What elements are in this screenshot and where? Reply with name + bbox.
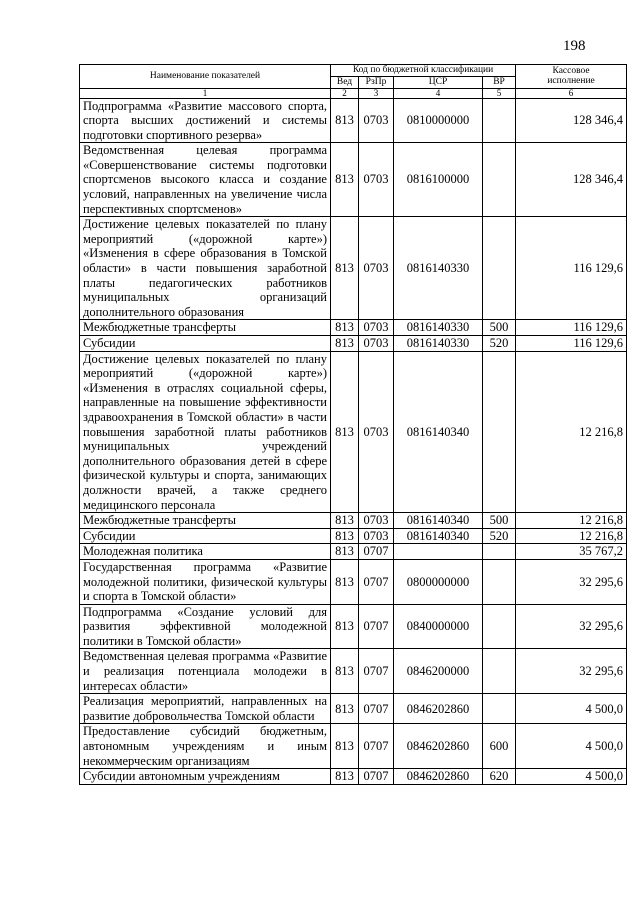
row-rzpr: 0703 bbox=[359, 217, 394, 320]
row-vr bbox=[483, 98, 516, 143]
row-ved: 813 bbox=[331, 513, 359, 529]
row-csr: 0846200000 bbox=[394, 649, 483, 694]
row-ved: 813 bbox=[331, 336, 359, 352]
header-execution-line2: исполнение bbox=[547, 76, 595, 87]
row-name: Молодежная политика bbox=[80, 544, 331, 560]
row-csr: 0816140340 bbox=[394, 351, 483, 513]
row-vr: 600 bbox=[483, 724, 516, 769]
table-row bbox=[80, 98, 627, 143]
header-rzpr: РзПр bbox=[359, 77, 394, 89]
row-vr bbox=[483, 604, 516, 649]
header-execution bbox=[516, 65, 627, 89]
header-execution-line1: Кассовое bbox=[552, 65, 590, 76]
row-rzpr: 0707 bbox=[359, 544, 394, 560]
table-row bbox=[80, 351, 627, 513]
row-csr: 0846202860 bbox=[394, 724, 483, 769]
row-ved: 813 bbox=[331, 351, 359, 513]
row-csr: 0816140330 bbox=[394, 217, 483, 320]
row-ved: 813 bbox=[331, 217, 359, 320]
row-name: Подпрограмма «Создание условий для развития эффективной молодежной политики в Томской области» bbox=[80, 604, 331, 649]
row-vr bbox=[483, 143, 516, 217]
row-ved: 813 bbox=[331, 604, 359, 649]
header-number-1: 1 bbox=[80, 88, 331, 98]
row-ved: 813 bbox=[331, 694, 359, 724]
row-vr: 520 bbox=[483, 528, 516, 544]
row-vr: 500 bbox=[483, 320, 516, 336]
table-row bbox=[80, 544, 627, 560]
header-number-2: 2 bbox=[331, 88, 359, 98]
header-number-3: 3 bbox=[359, 88, 394, 98]
row-name: Ведомственная целевая программа «Развитие и реализация потенциала молодежи в интересах области» bbox=[80, 649, 331, 694]
table-row bbox=[80, 649, 627, 694]
row-name: Государственная программа «Развитие молодежной политики, физической культуры и спорта в Томской области» bbox=[80, 559, 331, 604]
table-row bbox=[80, 769, 627, 785]
row-csr: 0816140340 bbox=[394, 528, 483, 544]
row-csr: 0840000000 bbox=[394, 604, 483, 649]
table-row bbox=[80, 217, 627, 320]
row-amount: 32 295,6 bbox=[516, 649, 627, 694]
row-vr bbox=[483, 351, 516, 513]
row-ved: 813 bbox=[331, 724, 359, 769]
row-rzpr: 0707 bbox=[359, 649, 394, 694]
row-ved: 813 bbox=[331, 769, 359, 785]
row-ved: 813 bbox=[331, 320, 359, 336]
table-row bbox=[80, 694, 627, 724]
row-amount: 12 216,8 bbox=[516, 528, 627, 544]
row-name: Субсидии bbox=[80, 336, 331, 352]
row-rzpr: 0707 bbox=[359, 604, 394, 649]
row-csr: 0810000000 bbox=[394, 98, 483, 143]
row-rzpr: 0703 bbox=[359, 351, 394, 513]
row-csr: 0800000000 bbox=[394, 559, 483, 604]
row-amount: 4 500,0 bbox=[516, 724, 627, 769]
row-ved: 813 bbox=[331, 649, 359, 694]
row-vr bbox=[483, 694, 516, 724]
header-number-4: 4 bbox=[394, 88, 483, 98]
row-rzpr: 0703 bbox=[359, 528, 394, 544]
row-csr: 0816100000 bbox=[394, 143, 483, 217]
row-rzpr: 0703 bbox=[359, 336, 394, 352]
row-rzpr: 0703 bbox=[359, 513, 394, 529]
row-rzpr: 0707 bbox=[359, 694, 394, 724]
table-row bbox=[80, 604, 627, 649]
row-amount: 116 129,6 bbox=[516, 217, 627, 320]
table-row bbox=[80, 724, 627, 769]
row-rzpr: 0703 bbox=[359, 98, 394, 143]
row-rzpr: 0703 bbox=[359, 320, 394, 336]
row-vr: 520 bbox=[483, 336, 516, 352]
header-number-6: 6 bbox=[516, 88, 627, 98]
row-ved: 813 bbox=[331, 143, 359, 217]
header-ved: Вед bbox=[331, 77, 359, 89]
row-rzpr: 0707 bbox=[359, 769, 394, 785]
row-csr: 0816140340 bbox=[394, 513, 483, 529]
table-row bbox=[80, 336, 627, 352]
row-ved: 813 bbox=[331, 528, 359, 544]
row-amount: 35 767,2 bbox=[516, 544, 627, 560]
row-amount: 128 346,4 bbox=[516, 98, 627, 143]
budget-table bbox=[79, 64, 627, 785]
row-ved: 813 bbox=[331, 98, 359, 143]
row-rzpr: 0703 bbox=[359, 143, 394, 217]
row-name: Субсидии bbox=[80, 528, 331, 544]
table-row bbox=[80, 320, 627, 336]
row-amount: 32 295,6 bbox=[516, 604, 627, 649]
header-vr: ВР bbox=[483, 77, 516, 89]
header-number-5: 5 bbox=[483, 88, 516, 98]
row-csr bbox=[394, 544, 483, 560]
table-body bbox=[80, 98, 627, 784]
row-vr bbox=[483, 649, 516, 694]
row-csr: 0846202860 bbox=[394, 769, 483, 785]
row-csr: 0816140330 bbox=[394, 336, 483, 352]
table-row bbox=[80, 143, 627, 217]
row-name: Подпрограмма «Развитие массового спорта, спорта высших достижений и системы подготовки спортивного резерва» bbox=[80, 98, 331, 143]
row-vr bbox=[483, 217, 516, 320]
row-name: Достижение целевых показателей по плану мероприятий («дорожной карте») «Изменения в сфере образования в Томской области» в части повышения заработной платы педагогических работников муниципальных организаций дополнительного образования bbox=[80, 217, 331, 320]
row-name: Межбюджетные трансферты bbox=[80, 320, 331, 336]
row-rzpr: 0707 bbox=[359, 724, 394, 769]
row-name: Предоставление субсидий бюджетным, автономным учреждениям и иным некоммерческим организациям bbox=[80, 724, 331, 769]
row-amount: 116 129,6 bbox=[516, 320, 627, 336]
row-name: Реализация мероприятий, направленных на развитие добровольчества Томской области bbox=[80, 694, 331, 724]
row-amount: 4 500,0 bbox=[516, 769, 627, 785]
row-csr: 0816140330 bbox=[394, 320, 483, 336]
row-name: Ведомственная целевая программа «Совершенствование системы подготовки спортсменов высокого класса и создание условий, направленных на увеличение числа перспективных спортсменов» bbox=[80, 143, 331, 217]
row-ved: 813 bbox=[331, 544, 359, 560]
row-vr bbox=[483, 559, 516, 604]
row-amount: 116 129,6 bbox=[516, 336, 627, 352]
row-amount: 128 346,4 bbox=[516, 143, 627, 217]
header-code-group: Код по бюджетной классификации bbox=[331, 65, 516, 77]
row-amount: 12 216,8 bbox=[516, 513, 627, 529]
row-amount: 32 295,6 bbox=[516, 559, 627, 604]
row-amount: 12 216,8 bbox=[516, 351, 627, 513]
row-name: Субсидии автономным учреждениям bbox=[80, 769, 331, 785]
table-row bbox=[80, 513, 627, 529]
header-csr: ЦСР bbox=[394, 77, 483, 89]
row-ved: 813 bbox=[331, 559, 359, 604]
row-vr bbox=[483, 544, 516, 560]
row-rzpr: 0707 bbox=[359, 559, 394, 604]
row-vr: 500 bbox=[483, 513, 516, 529]
row-amount: 4 500,0 bbox=[516, 694, 627, 724]
row-name: Достижение целевых показателей по плану мероприятий («дорожной карте») «Изменения в отраслях социальной сферы, направленные на повышение эффективности здравоохранения в Томской области» в части повышения заработной платы работников муниципальных учреждений дополнительного образования детей в сфере физической культуры и спорта, занимающих должности врачей, а также среднего медицинского персонала bbox=[80, 351, 331, 513]
row-csr: 0846202860 bbox=[394, 694, 483, 724]
table-row bbox=[80, 528, 627, 544]
row-vr: 620 bbox=[483, 769, 516, 785]
row-name: Межбюджетные трансферты bbox=[80, 513, 331, 529]
header-name-column: Наименование показателей bbox=[80, 65, 331, 89]
page-number: 198 bbox=[563, 38, 586, 54]
table-row bbox=[80, 559, 627, 604]
